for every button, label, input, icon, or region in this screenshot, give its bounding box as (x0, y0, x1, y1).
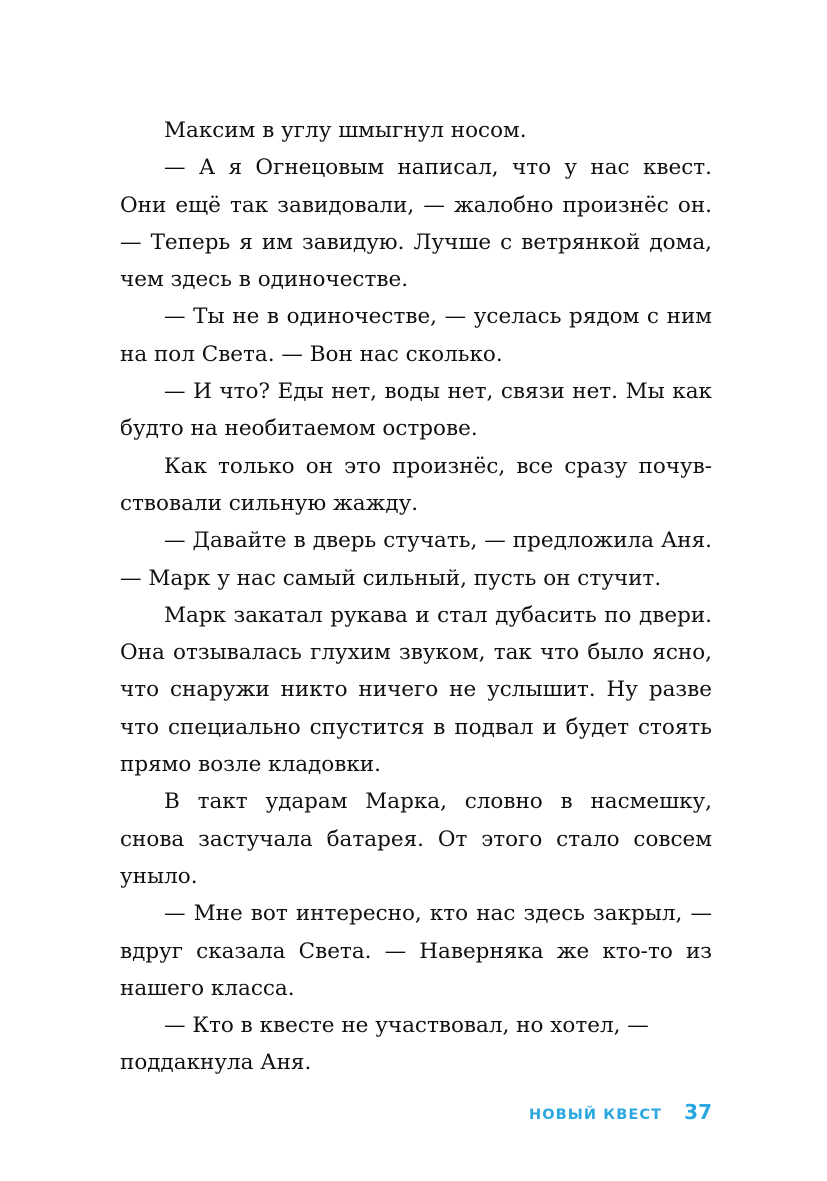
body-text-column (120, 112, 712, 1082)
chapter-title: НОВЫЙ КВЕСТ (528, 1107, 663, 1123)
paragraph: — И что? Еды нет, воды нет, связи нет. Мы как будто на необитаемом острове. (120, 379, 712, 442)
paragraph: В такт ударам Марка, словно в насмешку, снова застучала батарея. От этого стало совсем уныло. (120, 789, 712, 889)
paragraph: — Кто в квесте не участвовал, но хотел, — поддакнула Аня. (120, 1013, 649, 1076)
paragraph: — Давайте в дверь стучать, — предложила Аня. — Марк у нас самый сильный, пусть он стучит. (120, 528, 712, 591)
page-number: 37 (684, 1100, 712, 1124)
paragraph: Максим в углу шмыгнул носом. (164, 118, 527, 143)
paragraph: — Мне вот интересно, кто нас здесь закрыл, — вдруг сказала Света. — Наверняка же кто-то из нашего класса. (120, 901, 712, 1001)
paragraph: — Ты не в одиночестве, — уселась рядом с ним на пол Света. — Вон нас сколько. (120, 304, 712, 367)
paragraph: — А я Огнецовым написал, что у нас квест. Они ещё так завидовали, — жалобно произнёс он. — Теперь я им завидую. Лучше с ветрянкой дома, чем здесь в одиночестве. (120, 155, 712, 293)
page-footer (120, 1100, 712, 1124)
paragraph: Марк закатал рукава и стал дубасить по двери. Она отзывалась глухим звуком, так что было ясно, что снаружи никто ничего не услышит. Ну разве что специально спустится в подвал и будет стоять прямо возле кладовки. (120, 602, 712, 778)
paragraph: Как только он это произнёс, все сразу почувствовали сильную жажду. (120, 453, 712, 516)
